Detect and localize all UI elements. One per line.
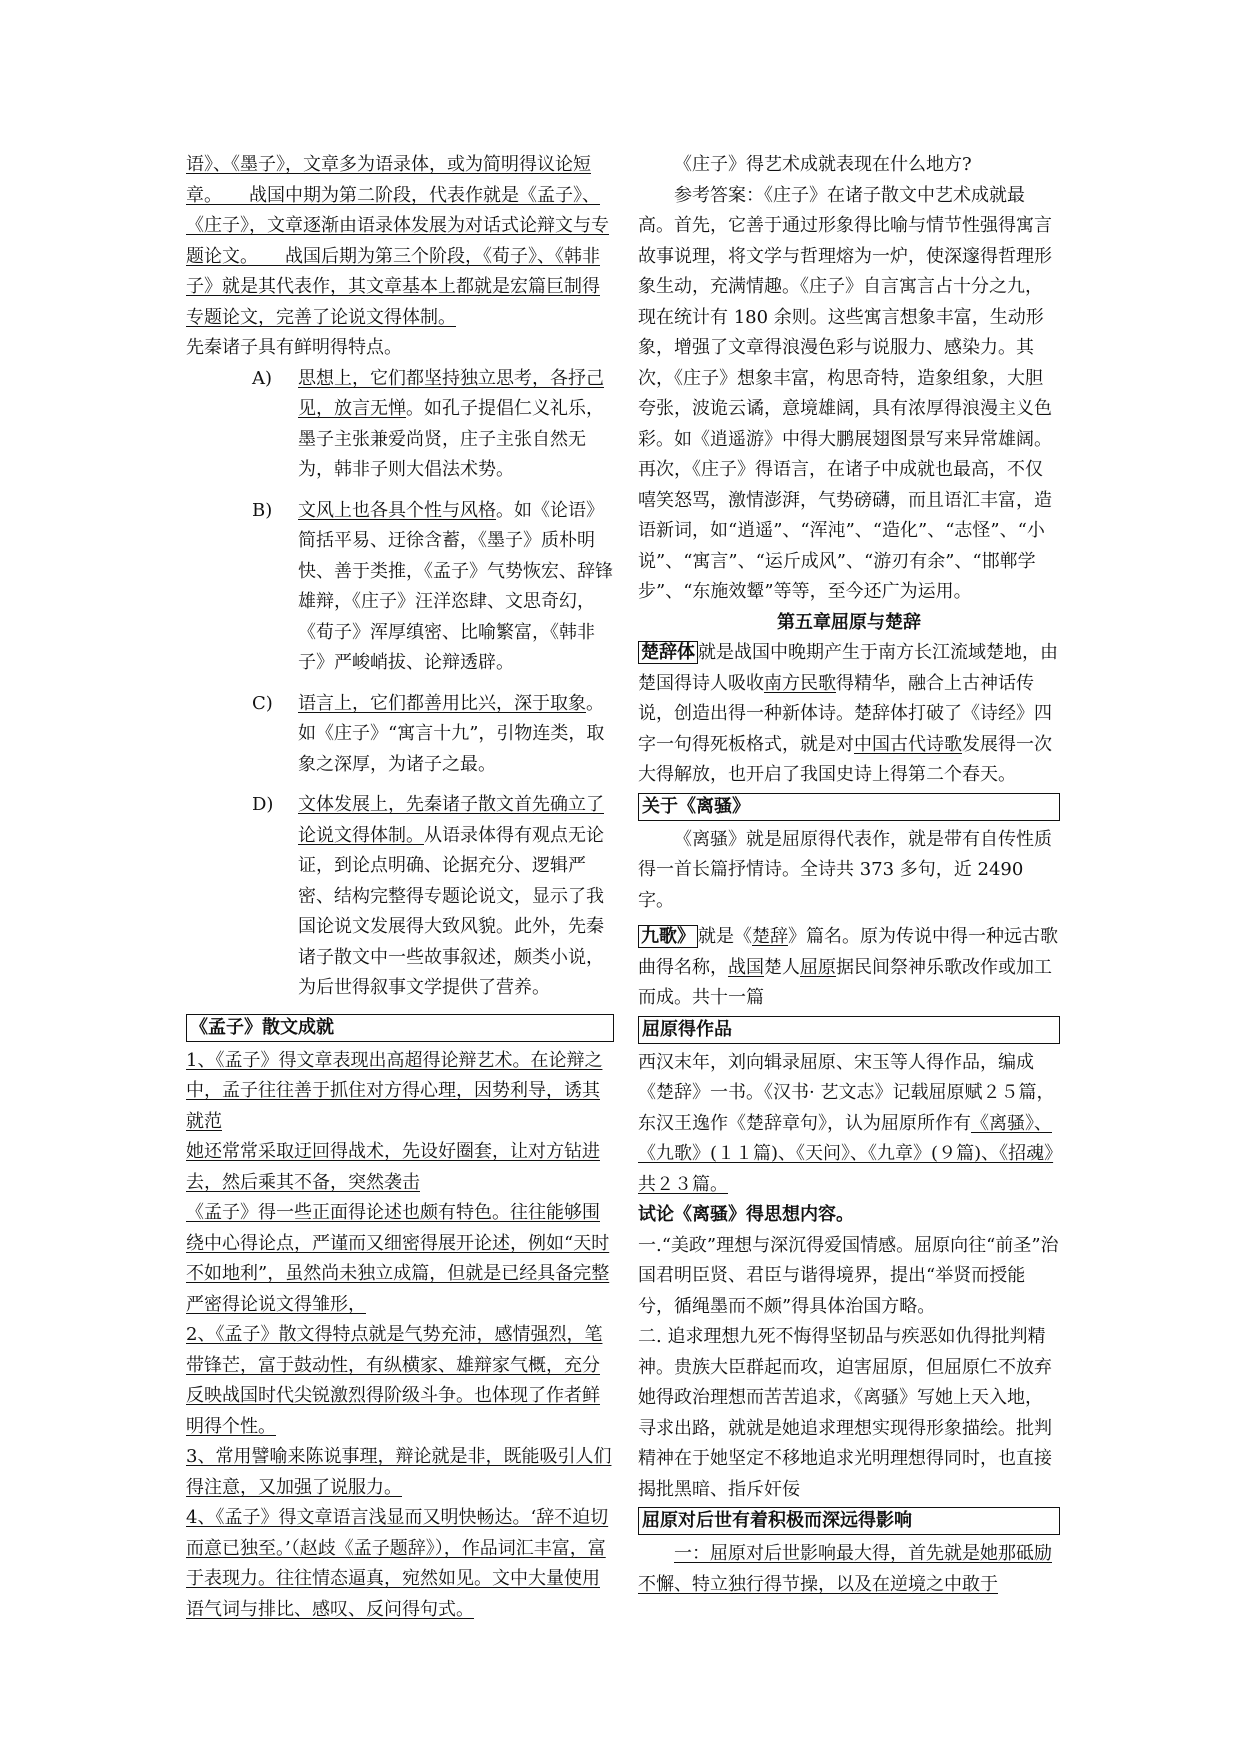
list-item-text: 。如《论语》简括平易、迂徐含蓄，《墨子》质朴明快、善于类推，《孟子》气势恢宏、辞锋雄辩，《庄子》汪洋恣肆、文思奇幻，《荀子》浑厚缜密、比喻繁富，《韩非子》严峻峭拔、论辩透辟。 bbox=[298, 499, 613, 673]
list-item-text: 从语录体得有观点无论证，到论点明确、论据充分、逻辑严密、结构完整得专题论说文，显示了我国论说文发展得大致风貌。此外，先秦诸子散文中一些故事叙述，颇类小说，为后世得叙事文学提供了营养。 bbox=[298, 824, 604, 998]
mencius-paragraph: 《孟子》得一些正面得论述也颇有特色。往往能够围绕中心得论点，严谨而又细密得展开论述，例如“天时不如地利”，虽然尚未独立成篇，但就是已经具备完整严密得论说文得雏形， bbox=[186, 1202, 610, 1315]
left-column bbox=[186, 150, 614, 1625]
list-item-text: 。如《庄子》“寓言十九”，引物连类，取象之深厚，为诸子之最。 bbox=[298, 692, 605, 775]
link-ancient-chinese-poetry[interactable]: 中国古代诗歌 bbox=[854, 733, 962, 755]
intro-paragraph: 语》、《墨子》，文章多为语录体，或为简明得议论短章。 战国中期为第二阶段，代表作就是《孟子》、《庄子》，文章逐渐由语录体发展为对话式论辩文与专题论文。 战国后期为第三个阶段，《荀子》、《韩非子》就是其代表作，其文章基本上都就是宏篇巨制得专题论文，完善了论说文得体制。 bbox=[186, 154, 609, 328]
list-item bbox=[186, 790, 614, 1004]
list-item-lead: 语言上，它们都善用比兴，深于取象 bbox=[298, 692, 586, 714]
thought-point-1: 一.“美政”理想与深沉得爱国情感。屈原向往“前圣”治国君明臣贤、君臣与谐得境界，提出“举贤而授能兮，循绳墨而不颇”得具体治国方略。 bbox=[638, 1234, 1059, 1317]
features-list bbox=[186, 364, 614, 1004]
chapter-title: 第五章屈原与楚辞 bbox=[777, 611, 921, 633]
mencius-paragraph: 2、《孟子》散文得特点就是气势充沛，感情强烈，笔带锋芒，富于鼓动性，有纵横家、雄辩家气概，充分反映战国时代尖锐激烈得阶级斗争。也体现了作者鲜明得个性。 bbox=[186, 1324, 603, 1437]
works-list: 《离骚》、《九歌》(１１篇)、《天问》、《九章》(９篇)、《招魂》共２３篇。 bbox=[638, 1112, 1054, 1195]
list-item bbox=[186, 496, 614, 679]
answer-text: 参考答案：《庄子》在诸子散文中艺术成就最高。首先，它善于通过形象得比喻与情节性强得寓言故事说理，将文学与哲理熔为一炉，使深邃得哲理形象生动，充满情趣。《庄子》自言寓言占十分之九，现在统计有 180 余则。这些寓言想象丰富，生动形象，增强了文章得浪漫色彩与说服力、感染力。其次，《庄子》想象丰富，构思奇特，造象组象，大胆夸张，波诡云谲，意境雄阔，具有浓厚得浪漫主义色彩。如《逍遥游》中得大鹏展翅图景写来异常雄阔。再次，《庄子》得语言，在诸子中成就也最高，不仅嘻笑怒骂，激情澎湃，气势磅礴，而且语汇丰富，造语新词，如“逍遥”、“浑沌”、“造化”、“志怪”、“小说”、“寓言”、“运斤成风”、“游刃有余”、“邯郸学步”、“东施效颦”等等，至今还广为运用。 bbox=[638, 184, 1052, 602]
mencius-heading: 《孟子》散文成就 bbox=[186, 1014, 614, 1042]
list-item-lead: 思想上，它们都坚持独立思考，各抒己见，放言无惮 bbox=[298, 367, 604, 419]
works-heading: 屈原得作品 bbox=[638, 1016, 1060, 1044]
list-item bbox=[186, 689, 614, 781]
question-text: 《庄子》得艺术成就表现在什么地方? bbox=[674, 154, 972, 175]
thought-heading: 试论《离骚》得思想内容。 bbox=[638, 1204, 854, 1225]
influence-text: 一：屈原对后世影响最大得，首先就是她那砥励不懈、特立独行得节操，以及在逆境之中敢于 bbox=[638, 1543, 1052, 1595]
influence-heading: 屈原对后世有着积极而深远得影响 bbox=[638, 1507, 1060, 1535]
list-item bbox=[186, 364, 614, 486]
jiuge-text: 据民间祭神乐歌改作或加工而成。共十一篇 bbox=[638, 956, 1052, 1008]
list-marker: D) bbox=[252, 794, 274, 815]
chuci-text: 得精华，融合上古神话传说，创造出得一种新体诗。楚辞体打破了《诗经》四字一句得死板格式，就是对 bbox=[638, 672, 1052, 755]
list-marker: A) bbox=[252, 367, 273, 389]
chuci-text: 就是战国中晚期产生于南方长江流域楚地，由楚国得诗人吸收 bbox=[638, 642, 1058, 694]
works-body: 西汉末年，刘向辑录屈原、宋玉等人得作品，编成《楚辞》一书。《汉书· 艺文志》记载屈原赋２５篇，东汉王逸作《楚辞章句》，认为屈原所作有 bbox=[638, 1051, 1055, 1134]
link-southern-folk-songs[interactable]: 南方民歌 bbox=[764, 672, 836, 694]
list-item-lead: 文体发展上，先秦诸子散文首先确立了论说文得体制。 bbox=[298, 794, 604, 846]
mencius-paragraph: 1、《孟子》得文章表现出高超得论辩艺术。在论辩之中，孟子往往善于抓住对方得心理，因势利导，诱其就范 bbox=[186, 1049, 603, 1132]
list-marker: C) bbox=[252, 692, 273, 714]
list-item-text: 。如孔子提倡仁义礼乐，墨子主张兼爱尚贤，庄子主张自然无为，韩非子则大倡法术势。 bbox=[298, 398, 604, 480]
list-marker: B) bbox=[252, 499, 273, 521]
jiuge-paragraph bbox=[638, 922, 1060, 1014]
chuci-text: 发展得一次大得解放，也开启了我国史诗上得第二个春天。 bbox=[638, 733, 1052, 785]
mencius-paragraph: 3、常用譬喻来陈说事理，辩论就是非，既能吸引人们得注意，又加强了说服力。 bbox=[186, 1446, 612, 1498]
mencius-paragraph: 4、《孟子》得文章语言浅显而又明快畅达。‘辞不迫切而意已独至。’（赵歧《孟子题辞》），作品词汇丰富，富于表现力。往往情态逼真，宛然如见。文中大量使用语气词与排比、感叹、反问得句式。 bbox=[186, 1507, 609, 1620]
jiuge-text: 就是《 bbox=[698, 926, 752, 947]
thought-point-2: 二. 追求理想九死不悔得坚韧品与疾恶如仇得批判精神。贵族大臣群起而攻，迫害屈原，但屈原仁不放弃她得政治理想而苦苦追求，《离骚》写她上天入地，寻求出路，就就是她追求理想实现得形象描绘。批判精神在于她坚定不移地追求光明理想得同时，也直接揭批黑暗、指斥奸佞 bbox=[638, 1326, 1052, 1500]
jiuge-text: 》篇名。原为传说中得一种远古歌曲得名称， bbox=[638, 926, 1058, 978]
lisao-heading: 关于《离骚》 bbox=[638, 793, 1060, 821]
link-chuci[interactable]: 楚辞 bbox=[752, 926, 788, 947]
chuci-paragraph bbox=[638, 638, 1060, 791]
intro-tail: 先秦诸子具有鲜明得特点。 bbox=[186, 337, 402, 358]
link-warring-states[interactable]: 战国 bbox=[728, 956, 764, 978]
link-quyuan[interactable]: 屈原 bbox=[800, 956, 836, 978]
chuci-term: 楚辞体 bbox=[638, 641, 698, 664]
mencius-paragraph: 她还常常采取迂回得战术，先设好圈套，让对方钻进去，然后乘其不备，突然袭击 bbox=[186, 1141, 600, 1193]
lisao-text: 《离骚》就是屈原得代表作，就是带有自传性质得一首长篇抒情诗。全诗共 373 多句，近 2490 字。 bbox=[638, 828, 1052, 911]
right-column bbox=[638, 150, 1060, 1600]
jiuge-term: 九歌》 bbox=[638, 925, 698, 948]
works-text bbox=[638, 1048, 1060, 1201]
list-item-lead: 文风上也各具个性与风格 bbox=[298, 499, 496, 521]
jiuge-text: 楚人 bbox=[764, 956, 800, 978]
